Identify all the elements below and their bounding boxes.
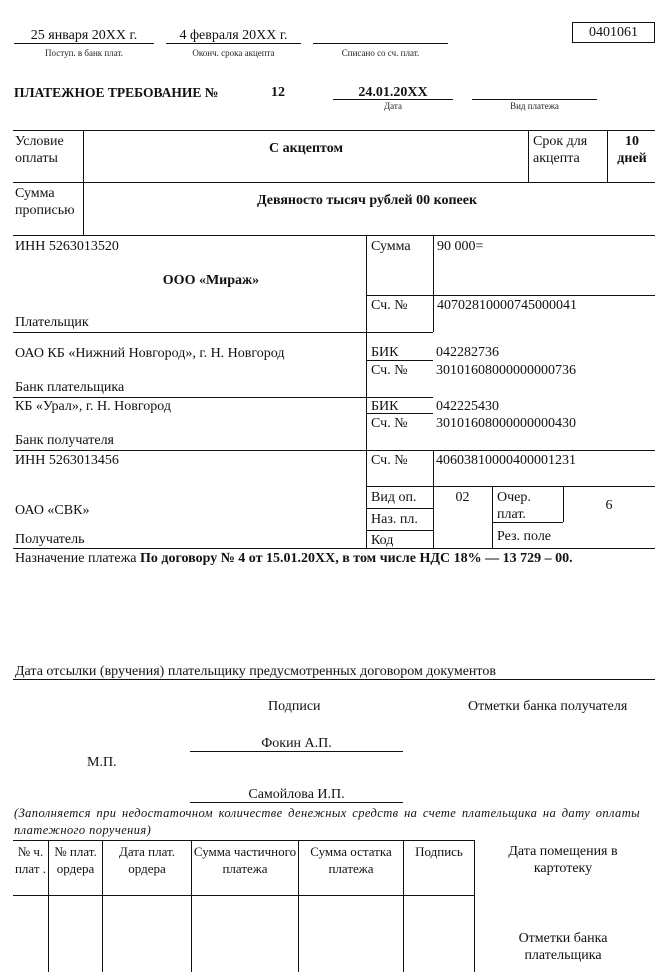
recipient-bank-bik-value: 042225430 (436, 399, 499, 414)
stamp-label: М.П. (87, 755, 117, 770)
bank-received-caption: Поступ. в банк плат. (45, 48, 123, 58)
acceptance-period-value: 10 дней (617, 134, 647, 166)
document-title: ПЛАТЕЖНОЕ ТРЕБОВАНИЕ № (14, 85, 219, 100)
signer1-name: Фокин А.П. (261, 736, 332, 751)
queue-label: Очер. плат. (497, 490, 531, 522)
col-header-part-number: № ч. плат . (14, 844, 47, 876)
payer-account-label: Сч. № (371, 298, 408, 313)
grid-line (13, 235, 655, 236)
table-line (298, 840, 299, 972)
purpose-line (15, 550, 573, 567)
divider (166, 43, 301, 44)
grid-line (433, 235, 434, 332)
payer-bank-name: ОАО КБ «Нижний Новгород», г. Н. Новгород (15, 346, 285, 361)
grid-line (607, 130, 608, 182)
payer-bank-marks-label: Отметки банка плательщика (518, 931, 608, 963)
recipient-account-label: Сч. № (371, 453, 408, 468)
grid-line (13, 182, 655, 183)
table-line (474, 840, 475, 972)
grid-line (528, 130, 529, 182)
amount-words-value: Девяносто тысяч рублей 00 копеек (256, 193, 478, 208)
grid-line (13, 130, 655, 131)
divider (13, 679, 655, 680)
sum-value: 90 000= (437, 239, 484, 254)
purpose-label: Назначение платежа (15, 551, 137, 566)
grid-line (13, 332, 433, 333)
payment-condition-label: Условие оплаты (15, 134, 64, 166)
amount-words-label: Сумма прописью (15, 186, 75, 218)
queue-value: 6 (605, 498, 613, 513)
grid-line (366, 530, 433, 531)
recipient-bank-caption: Банк получателя (15, 433, 114, 448)
recipient-inn: ИНН 5263013456 (15, 453, 119, 468)
payer-account-value: 40702810000745000041 (437, 298, 577, 313)
divider (14, 43, 154, 44)
payer-name: ООО «Мираж» (162, 273, 260, 288)
filing-date-label: Дата помещения в картотеку (508, 844, 618, 876)
res-field-label: Рез. поле (497, 529, 552, 544)
sum-label: Сумма (371, 239, 411, 254)
grid-line (366, 295, 655, 296)
divider (313, 43, 448, 44)
payer-bank-bik-value: 042282736 (436, 345, 499, 360)
payer-inn: ИНН 5263013520 (15, 239, 119, 254)
grid-line (13, 548, 655, 549)
table-line (191, 840, 192, 972)
recipient-caption: Получатель (15, 532, 85, 547)
grid-line (492, 486, 493, 548)
payer-bank-caption: Банк плательщика (15, 380, 125, 395)
op-type-value: 02 (455, 490, 470, 505)
col-header-signature: Подпись (415, 844, 463, 859)
code-label: Код (371, 533, 394, 548)
table-line (13, 840, 474, 841)
acceptance-end-date: 4 февраля 20XX г. (179, 28, 288, 43)
col-header-order-date: Дата плат. ордера (119, 844, 175, 876)
col-header-order-number: № плат. ордера (54, 844, 97, 876)
acceptance-end-caption: Оконч. срока акцепта (192, 48, 275, 58)
purpose-value: По договору № 4 от 15.01.20ХХ, в том числе НДС 18% — 13 729 – 00. (140, 551, 573, 566)
signature-line (190, 751, 403, 752)
bank-received-date: 25 января 20XX г. (30, 28, 138, 43)
document-date: 24.01.20XX (358, 85, 428, 100)
signer2-name: Самойлова И.П. (248, 787, 345, 802)
signatures-label: Подписи (268, 699, 321, 714)
table-line (403, 840, 404, 972)
docs-sent-label: Дата отсылки (вручения) плательщику предусмотренных договором документов (15, 664, 496, 679)
divider (333, 99, 453, 100)
recipient-bank-account-label: Сч. № (371, 416, 408, 431)
purpose-code-label: Наз. пл. (371, 512, 418, 527)
table-line (13, 895, 474, 896)
document-number: 12 (271, 85, 285, 100)
payer-bank-account-value: 30101608000000000736 (436, 363, 576, 378)
recipient-bank-account-value: 30101608000000000430 (436, 416, 576, 431)
form-code: 0401061 (572, 22, 655, 43)
payment-type-caption: Вид платежа (510, 101, 559, 111)
recipient-bank-name: КБ «Урал», г. Н. Новгород (15, 399, 171, 414)
divider (472, 99, 597, 100)
debited-caption: Списано со сч. плат. (341, 48, 420, 58)
partial-payment-note: (Заполняется при недостаточном количестве денежных средств на счете плательщика на дату оплаты платежного поручения) (14, 806, 640, 837)
signature-line (190, 802, 403, 803)
acceptance-period-label: Срок для акцепта (533, 134, 588, 166)
payer-bank-bik-label: БИК (371, 345, 399, 360)
col-header-remaining-sum: Сумма остатка платежа (310, 844, 392, 876)
recipient-bank-bik-label: БИК (371, 399, 399, 414)
grid-line (366, 486, 655, 487)
recipient-account-value: 40603810000400001231 (436, 453, 576, 468)
payer-caption: Плательщик (15, 315, 89, 330)
grid-line (366, 450, 655, 451)
op-type-label: Вид оп. (371, 490, 417, 505)
table-line (48, 840, 49, 972)
payment-condition-value: С акцептом (269, 141, 343, 156)
col-header-partial-sum: Сумма частичного платежа (193, 844, 297, 876)
table-line (102, 840, 103, 972)
recipient-name: ОАО «СВК» (15, 503, 90, 518)
grid-line (366, 508, 433, 509)
payer-bank-account-label: Сч. № (371, 363, 408, 378)
date-caption: Дата (384, 101, 402, 111)
recipient-bank-marks-label: Отметки банка получателя (468, 699, 628, 714)
